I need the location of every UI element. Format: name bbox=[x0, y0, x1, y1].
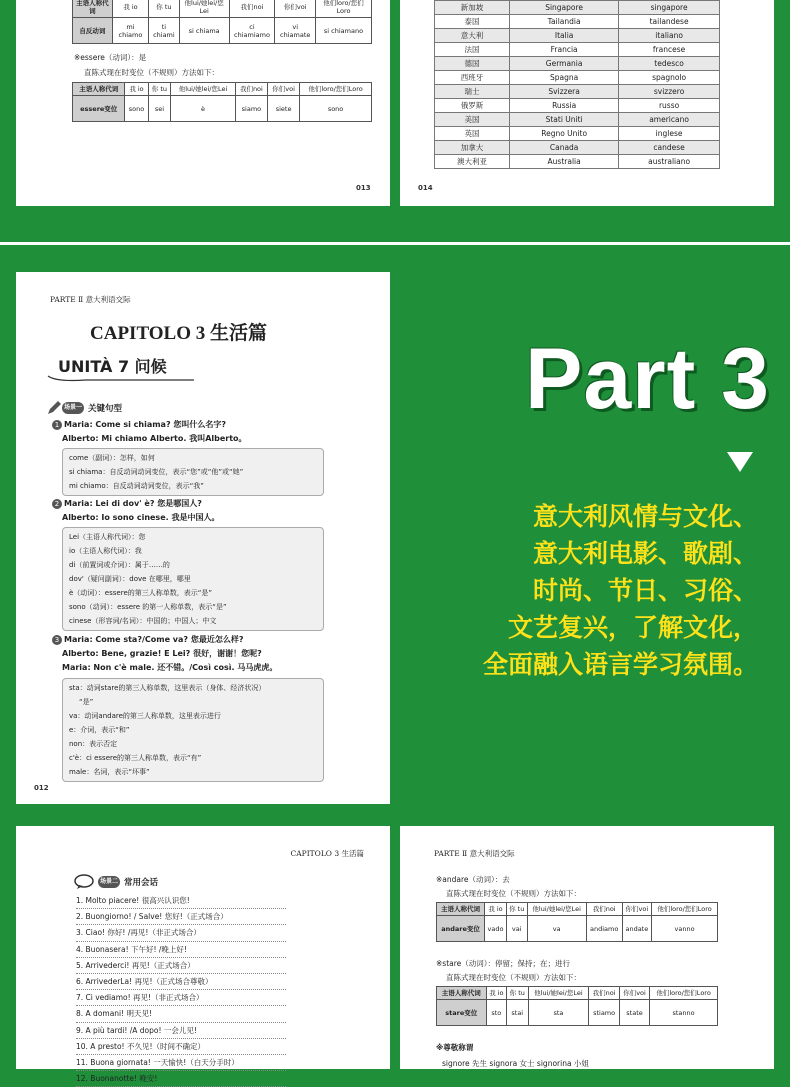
page-header: PARTE Ⅱ 意大利语交际 bbox=[50, 295, 131, 304]
promo-text bbox=[420, 498, 758, 683]
table-cell: Svizzera bbox=[510, 85, 619, 99]
table-cell: Germania bbox=[510, 57, 619, 71]
page-016 bbox=[400, 826, 774, 1069]
table-cell: 德国 bbox=[435, 57, 510, 71]
table-header-cell: 我们noi bbox=[589, 987, 620, 1000]
table-cell: 美国 bbox=[435, 113, 510, 127]
page-header: CAPITOLO 3 生活篇 bbox=[290, 849, 364, 858]
table-cell: Spagna bbox=[510, 71, 619, 85]
vocab-line: male：名词，表示“坏事” bbox=[69, 768, 150, 776]
table-cell: singapore bbox=[619, 1, 720, 15]
honor-text: signore 先生 signora 女士 signorina 小姐 bbox=[442, 1059, 589, 1068]
question-1: 1 Maria: Come si chiama? 您叫什么名字? bbox=[52, 418, 226, 432]
table-header-cell: 我们noi bbox=[235, 83, 267, 96]
table-cell: andare变位 bbox=[437, 916, 485, 942]
table-cell: Australia bbox=[510, 155, 619, 169]
vocab-line: mi chiamo：自反动词动词变位，表示“我” bbox=[69, 482, 204, 490]
table-cell: 西班牙 bbox=[435, 71, 510, 85]
table-cell: 法国 bbox=[435, 43, 510, 57]
list-item: 10. A presto! 不久见!（时间不确定） bbox=[76, 1039, 286, 1055]
page-header: PARTE Ⅱ 意大利语交际 bbox=[434, 849, 515, 858]
table-row bbox=[435, 71, 720, 85]
table-header-cell: 我 io bbox=[486, 987, 506, 1000]
table-header-cell: 主语人称代词 bbox=[437, 903, 485, 916]
stare-table bbox=[436, 986, 718, 1026]
table-cell: Regno Unito bbox=[510, 127, 619, 141]
table-cell: Tailandia bbox=[510, 15, 619, 29]
andare-table bbox=[436, 902, 718, 942]
table-header-cell: 他lui/她lei/您Lei bbox=[179, 0, 229, 18]
vocab-line: come（副词）：怎样，如何 bbox=[69, 454, 155, 462]
table-cell: francese bbox=[619, 43, 720, 57]
table-cell: 新加坡 bbox=[435, 1, 510, 15]
table-cell: 自反动词 bbox=[73, 18, 113, 44]
table-header-cell: 主语人称代词 bbox=[73, 83, 125, 96]
table-cell: 英国 bbox=[435, 127, 510, 141]
essere-table bbox=[72, 82, 372, 122]
table-header-cell: 我 io bbox=[485, 903, 507, 916]
vocab-line: e：介词，表示“和” bbox=[69, 726, 130, 734]
table-row bbox=[435, 113, 720, 127]
table-cell: Canada bbox=[510, 141, 619, 155]
underline-swoosh bbox=[46, 370, 196, 384]
table-row bbox=[435, 1, 720, 15]
nations-table bbox=[434, 0, 720, 169]
table-cell: vi chiamate bbox=[275, 18, 316, 44]
table-cell: va bbox=[527, 916, 586, 942]
table-cell: tedesco bbox=[619, 57, 720, 71]
question-2: 2 Maria: Lei di dov' è? 您是哪国人? bbox=[52, 497, 202, 511]
table-row bbox=[435, 85, 720, 99]
stare-label: ※stare（动词）：停留；保持；在；进行 bbox=[436, 959, 571, 968]
table-cell: si chiamano bbox=[315, 18, 371, 44]
table-cell: tailandese bbox=[619, 15, 720, 29]
answer-1: Alberto: Mi chiamo Alberto. 我叫Alberto。 bbox=[62, 434, 247, 443]
table-cell: sto bbox=[486, 1000, 506, 1026]
table-header-cell: 他lui/她lei/您Lei bbox=[171, 83, 235, 96]
stare-subtitle: 直陈式现在时变位（不规则）方法如下： bbox=[446, 973, 581, 982]
table-cell: ti chiami bbox=[149, 18, 180, 44]
table-header-cell: 主语人称代词 bbox=[437, 987, 487, 1000]
table-header-cell: 你们voi bbox=[268, 83, 300, 96]
answer-2: Alberto: Io sono cinese. 我是中国人。 bbox=[62, 513, 220, 522]
table-header-cell: 你 tu bbox=[506, 903, 527, 916]
table-header-cell: 我们noi bbox=[586, 903, 622, 916]
essere-label: ※essere（动词）：是 bbox=[74, 53, 147, 62]
vocab-line: va：动词andare的第三人称单数，这里表示进行 bbox=[69, 712, 221, 720]
page-014 bbox=[400, 0, 774, 206]
table-cell: Singapore bbox=[510, 1, 619, 15]
essere-subtitle: 直陈式现在时变位（不规则）方法如下： bbox=[84, 68, 219, 77]
table-cell: sono bbox=[125, 96, 148, 122]
promo-line: 时尚、节日、习俗、 bbox=[532, 576, 758, 605]
list-item: 8. A domani! 明天见! bbox=[76, 1006, 286, 1022]
list-item: 2. Buongiorno! / Salve! 您好!（正式场合） bbox=[76, 909, 286, 925]
table-cell: siete bbox=[268, 96, 300, 122]
vocab-line: sta：动词stare的第三人称单数，这里表示（身体、经济状况） bbox=[69, 684, 266, 692]
section-badge: 场景二 bbox=[98, 876, 120, 888]
table-cell: 加拿大 bbox=[435, 141, 510, 155]
list-item: 11. Buona giornata! 一天愉快!（白天分手时） bbox=[76, 1055, 286, 1071]
arrow-down-icon bbox=[727, 452, 753, 472]
vocab-line: si chiama：自反动词动词变位，表示“您”或“他”或“她” bbox=[69, 468, 244, 476]
promo-line: 全面融入语言学习氛围。 bbox=[482, 650, 758, 679]
page-013 bbox=[16, 0, 390, 206]
list-item: 1. Molto piacere! 很高兴认识您! bbox=[76, 893, 286, 909]
promo-line: 意大利风情与文化、 bbox=[532, 502, 758, 531]
vocab-line: è（动词）：essere的第三人称单数，表示“是” bbox=[69, 589, 212, 597]
table-cell: sei bbox=[148, 96, 171, 122]
vocab-line: dov'（疑问副词）：dove 在哪里，哪里 bbox=[69, 575, 191, 583]
page-012 bbox=[16, 272, 390, 804]
table-header-cell: 我 io bbox=[112, 0, 148, 18]
table-cell: 意大利 bbox=[435, 29, 510, 43]
table-header-cell: 我们noi bbox=[229, 0, 275, 18]
vocab-line: c'è：ci essere的第三人称单数，表示“有” bbox=[69, 754, 202, 762]
vocab-line: di（前置词或介词）：属于……的 bbox=[69, 561, 170, 569]
table-header-cell: 你 tu bbox=[149, 0, 180, 18]
table-row bbox=[435, 15, 720, 29]
table-cell: vai bbox=[506, 916, 527, 942]
question-3: 3 Maria: Come sta?/Come va? 您最近怎么样? bbox=[52, 633, 243, 647]
table-cell: 泰国 bbox=[435, 15, 510, 29]
promo-line: 文艺复兴，了解文化， bbox=[507, 613, 758, 642]
table-cell: stanno bbox=[650, 1000, 718, 1026]
table-row bbox=[435, 29, 720, 43]
chapter-title: CAPITOLO 3 生活篇 bbox=[90, 323, 268, 344]
table-header-cell: 他lui/她lei/您Lei bbox=[527, 903, 586, 916]
table-cell: si chiama bbox=[179, 18, 229, 44]
table-header-cell: 你们voi bbox=[275, 0, 316, 18]
table-row bbox=[435, 57, 720, 71]
table-cell: Italia bbox=[510, 29, 619, 43]
vocab-line: cinese（形容词/名词）：中国的；中国人；中文 bbox=[69, 617, 217, 625]
unit-title: UNITÀ 7 问候 bbox=[58, 357, 167, 376]
part-title: Part 3 bbox=[524, 331, 770, 427]
table-cell: stare变位 bbox=[437, 1000, 487, 1026]
list-item: 6. ArrivederLa! 再见!（正式场合尊敬） bbox=[76, 974, 286, 990]
table-cell: Francia bbox=[510, 43, 619, 57]
table-cell: sta bbox=[528, 1000, 589, 1026]
list-item: 3. Ciao! 你好! /再见!（非正式场合） bbox=[76, 925, 286, 941]
table-header-cell: 他们loro/您们Loro bbox=[652, 903, 718, 916]
section-title: 关键句型 bbox=[88, 404, 123, 414]
table-cell: australiano bbox=[619, 155, 720, 169]
phrase-list bbox=[76, 893, 286, 1087]
answer-3b: Maria: Non c'è male. 还不错。/Così così. 马马虎虎。 bbox=[62, 663, 278, 672]
vocab-line: non：表示否定 bbox=[69, 740, 118, 748]
reflexive-table bbox=[72, 0, 372, 44]
table-header-cell: 他lui/她lei/您Lei bbox=[528, 987, 589, 1000]
vocab-line: Lei（主语人称代词）：您 bbox=[69, 533, 146, 541]
table-cell: è bbox=[171, 96, 235, 122]
section-title: 常用会话 bbox=[124, 878, 159, 888]
table-row bbox=[435, 43, 720, 57]
table-cell: andate bbox=[622, 916, 652, 942]
table-row bbox=[435, 127, 720, 141]
table-cell: vanno bbox=[652, 916, 718, 942]
vocab-box-1 bbox=[62, 448, 324, 496]
table-cell: vado bbox=[485, 916, 507, 942]
table-header-cell: 他们loro/您们Loro bbox=[315, 0, 371, 18]
table-cell: siamo bbox=[235, 96, 267, 122]
vocab-line: io（主语人称代词）：我 bbox=[69, 547, 142, 555]
table-cell: 澳大利亚 bbox=[435, 155, 510, 169]
table-cell: andiamo bbox=[586, 916, 622, 942]
list-item: 9. A più tardi! /A dopo! 一会儿见! bbox=[76, 1023, 286, 1039]
page-number: 014 bbox=[418, 184, 433, 192]
table-header-cell: 他们loro/您们Loro bbox=[650, 987, 718, 1000]
table-row bbox=[435, 141, 720, 155]
table-cell: spagnolo bbox=[619, 71, 720, 85]
table-cell: candese bbox=[619, 141, 720, 155]
andare-subtitle: 直陈式现在时变位（不规则）方法如下： bbox=[446, 889, 581, 898]
table-header-cell: 你们voi bbox=[622, 903, 652, 916]
table-header-cell: 他们loro/您们Loro bbox=[300, 83, 372, 96]
andare-label: ※andare（动词）：去 bbox=[436, 875, 510, 884]
vocab-line: sono（动词）：essere 的第一人称单数，表示“是” bbox=[69, 603, 227, 611]
table-cell: russo bbox=[619, 99, 720, 113]
vocab-line: “是” bbox=[79, 698, 94, 706]
table-cell: state bbox=[619, 1000, 649, 1026]
table-cell: 瑞士 bbox=[435, 85, 510, 99]
table-row bbox=[435, 155, 720, 169]
speech-bubble-icon bbox=[74, 874, 96, 890]
table-cell: Stati Uniti bbox=[510, 113, 619, 127]
table-cell: mi chiamo bbox=[112, 18, 148, 44]
table-cell: Russia bbox=[510, 99, 619, 113]
page-number: 013 bbox=[356, 184, 371, 192]
table-cell: americano bbox=[619, 113, 720, 127]
table-header-cell: 你们voi bbox=[619, 987, 649, 1000]
promo-line: 意大利电影、歌剧、 bbox=[532, 539, 758, 568]
table-row bbox=[435, 99, 720, 113]
table-cell: stai bbox=[507, 1000, 529, 1026]
table-cell: italiano bbox=[619, 29, 720, 43]
list-item: 7. Ci vediamo! 再见!（非正式场合） bbox=[76, 990, 286, 1006]
table-cell: inglese bbox=[619, 127, 720, 141]
page-015 bbox=[16, 826, 390, 1084]
table-cell: essere变位 bbox=[73, 96, 125, 122]
table-header-cell: 你 tu bbox=[507, 987, 529, 1000]
vocab-box-2 bbox=[62, 527, 324, 631]
section-badge: 场景一 bbox=[62, 402, 84, 414]
table-cell: ci chiamiamo bbox=[229, 18, 275, 44]
list-item: 4. Buonasera! 下午好! /晚上好! bbox=[76, 942, 286, 958]
table-cell: stiamo bbox=[589, 1000, 620, 1026]
table-header-cell: 我 io bbox=[125, 83, 148, 96]
list-item: 12. Buonanotte! 晚安! bbox=[76, 1071, 286, 1087]
table-cell: 俄罗斯 bbox=[435, 99, 510, 113]
table-header-cell: 你 tu bbox=[148, 83, 171, 96]
table-cell: svizzero bbox=[619, 85, 720, 99]
honor-label: ※尊敬称谓 bbox=[436, 1043, 474, 1052]
answer-3a: Alberto: Bene, grazie! E Lei? 很好，谢谢！您呢? bbox=[62, 649, 262, 658]
page-number: 012 bbox=[34, 784, 49, 792]
list-item: 5. Arrivederci! 再见!（正式场合） bbox=[76, 958, 286, 974]
vocab-box-3 bbox=[62, 678, 324, 782]
pencil-icon bbox=[46, 400, 62, 416]
table-header-cell: 主语人称代词 bbox=[73, 0, 113, 18]
divider-line bbox=[0, 242, 790, 245]
table-cell: sono bbox=[300, 96, 372, 122]
